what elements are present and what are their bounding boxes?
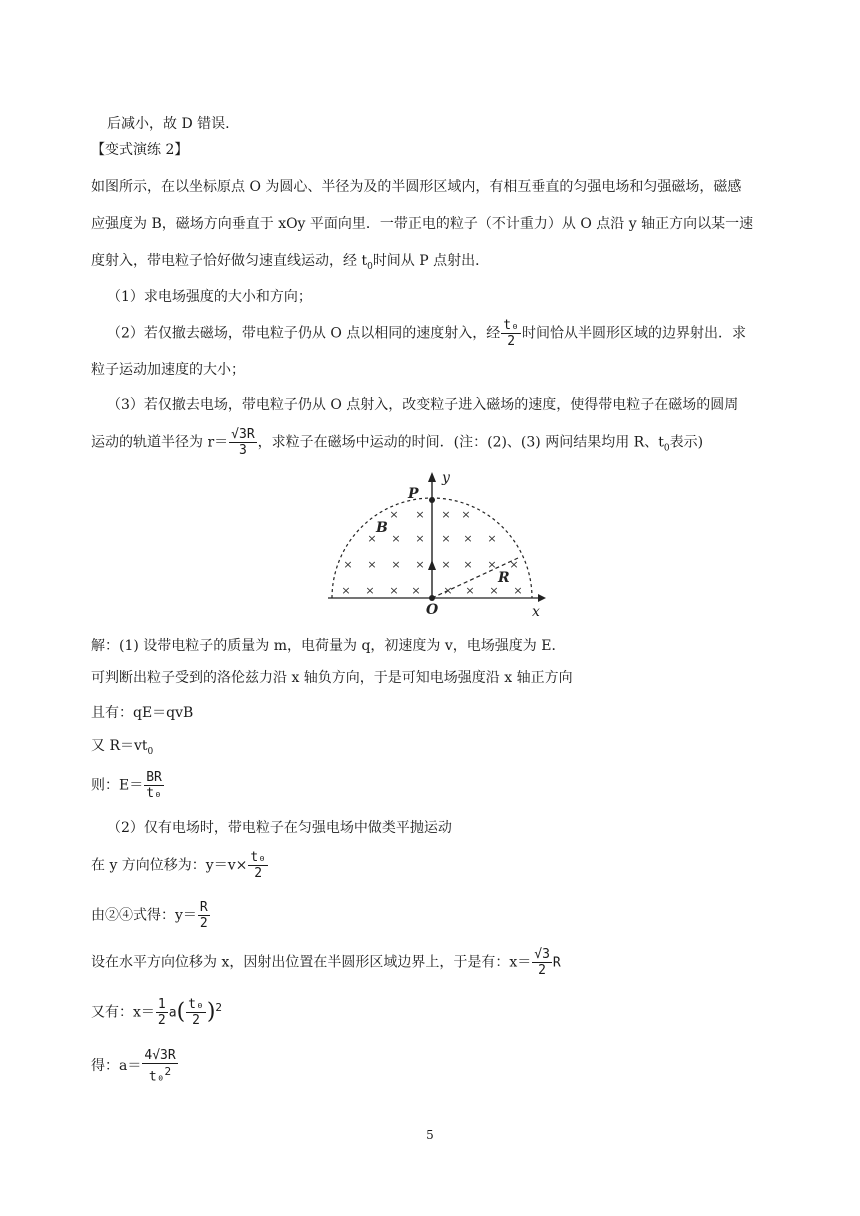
text-part: （2）若仅撤去磁场，带电粒子仍从 O 点以相同的速度射入，经 <box>107 325 501 342</box>
text-line <box>91 251 489 277</box>
semicircle-field-diagram <box>326 472 546 620</box>
denominator: 2 <box>192 1013 200 1028</box>
svg-text:×: × <box>343 558 353 571</box>
text-line: 如图所示，在以坐标原点 O 为圆心、半径为及的半圆形区域内，有相互垂直的匀强电场和匀强磁场，磁感 <box>91 179 742 195</box>
solution-line <box>91 770 165 801</box>
svg-text:×: × <box>443 584 453 597</box>
svg-text:×: × <box>487 558 497 571</box>
solution-line: 且有：qE＝qvB <box>91 705 194 721</box>
numerator: R <box>199 900 208 915</box>
denominator <box>142 1064 177 1084</box>
text-part: 得：a＝ <box>91 1058 142 1075</box>
text-part: ，求粒子在磁场中运动的时间．(注：(2)、(3) 两问结果均用 R、t <box>257 434 664 451</box>
subscript: 0 <box>367 261 373 272</box>
question-2 <box>107 318 746 349</box>
label-o: O <box>426 602 439 618</box>
denominator: 2 <box>507 334 516 349</box>
solution-line: 可判断出粒子受到的洛伦兹力沿 x 轴负方向，于是可知电场强度沿 x 轴正方向 <box>91 670 573 686</box>
denominator: 2 <box>254 866 263 881</box>
solution-line: （2）仅有电场时，带电粒子在匀强电场中做类平抛运动 <box>107 820 452 836</box>
fraction <box>501 318 521 349</box>
text-part: 时间从 P 点射出． <box>372 253 490 269</box>
svg-text:×: × <box>489 584 499 597</box>
solution-line: 解：(1) 设带电粒子的质量为 m，电荷量为 q，初速度为 v，电场强度为 E． <box>91 638 566 654</box>
label-x: x <box>532 604 540 620</box>
subscript: 0 <box>663 443 670 454</box>
denominator: 2 <box>157 1013 166 1028</box>
text-part: 度射入，带电粒子恰好做匀速直线运动，经 t <box>91 253 368 269</box>
numerator: √3R <box>231 427 255 442</box>
radicand: 3 <box>542 947 550 962</box>
svg-text:×: × <box>365 584 375 597</box>
question-3: （3）若仅撤去电场，带电粒子仍从 O 点射入，改变粒子进入磁场的速度，使得带电粒子在磁场的圆周 <box>107 397 739 413</box>
symbol: t₀ <box>148 1069 165 1085</box>
label-b: B <box>376 520 388 536</box>
text-part: 表示) <box>669 434 704 451</box>
symbol: R <box>167 1048 176 1063</box>
exponent: 2 <box>215 1000 223 1014</box>
svg-text:×: × <box>341 584 351 597</box>
text-part: 在 y 方向位移为：y＝v× <box>91 857 248 874</box>
numerator: t₀ <box>188 997 204 1012</box>
svg-text:×: × <box>513 584 523 597</box>
svg-text:×: × <box>391 532 401 545</box>
svg-text:×: × <box>465 584 475 597</box>
svg-text:×: × <box>463 532 473 545</box>
label-r: R <box>498 570 510 586</box>
svg-text:×: × <box>441 532 451 545</box>
fraction <box>186 997 206 1028</box>
radicand: 3 <box>160 1048 168 1063</box>
page-number: 5 <box>426 1128 434 1142</box>
subscript: 0 <box>147 746 154 757</box>
numerator: 1 <box>157 997 166 1012</box>
velocity-arrow-icon <box>428 560 436 570</box>
svg-text:×: × <box>415 558 425 571</box>
text-part: 又 R＝vt <box>91 738 148 754</box>
denominator: 3 <box>238 443 247 458</box>
svg-text:×: × <box>441 558 451 571</box>
text-part: 运动的轨道半径为 r＝ <box>91 434 229 451</box>
svg-text:×: × <box>415 532 425 545</box>
symbol: R <box>246 427 255 442</box>
solution-line <box>91 1048 179 1084</box>
text-part: 又有：x＝ <box>91 1004 155 1021</box>
solution-line <box>91 736 153 762</box>
text-part: 则：E＝ <box>91 777 144 794</box>
numerator: t₀ <box>503 318 519 333</box>
fraction <box>198 900 210 931</box>
solution-line <box>91 947 561 978</box>
y-axis-arrow-icon <box>428 472 436 482</box>
solution-line <box>91 900 211 931</box>
svg-text:×: × <box>411 584 421 597</box>
text-part: 时间恰从半圆形区域的边界射出．求 <box>521 325 746 342</box>
fraction <box>144 770 164 801</box>
denominator: t₀ <box>146 786 162 801</box>
text-part: 设在水平方向位移为 x，因射出位置在半圆形区域边界上，于是有：x＝ <box>91 954 532 971</box>
text-part: R <box>552 955 561 971</box>
svg-text:×: × <box>391 558 401 571</box>
text-line: 粒子运动加速度的大小； <box>91 362 245 378</box>
fraction <box>142 1048 177 1084</box>
denominator: 2 <box>538 963 546 978</box>
svg-text:×: × <box>487 532 497 545</box>
numerator: t₀ <box>250 850 267 865</box>
svg-text:×: × <box>367 558 377 571</box>
solution-line <box>91 997 222 1028</box>
svg-text:×: × <box>461 508 471 521</box>
svg-text:×: × <box>463 558 473 571</box>
fraction <box>532 947 552 978</box>
svg-text:×: × <box>509 558 519 571</box>
paren-open: ( <box>176 999 186 1025</box>
fraction <box>156 997 168 1028</box>
coefficient: 4 <box>144 1048 153 1063</box>
denominator: 2 <box>199 916 208 931</box>
text-line <box>91 427 703 458</box>
fraction <box>229 427 256 458</box>
text-part: 由②④式得：y＝ <box>91 907 197 924</box>
question-1: （1）求电场强度的大小和方向； <box>107 289 312 305</box>
numerator: BR <box>146 770 162 785</box>
text-line: 应强度为 B，磁场方向垂直于 xOy 平面向里．一带正电的粒子（不计重力）从 O 点沿 y 轴正方向以某一速 <box>91 216 754 232</box>
point-p <box>429 497 435 503</box>
section-heading: 【变式演练 2】 <box>91 142 189 158</box>
origin-point <box>429 595 435 601</box>
svg-text:×: × <box>441 508 451 521</box>
label-p: P <box>408 486 419 502</box>
svg-text:×: × <box>415 508 425 521</box>
x-axis-arrow-icon <box>538 594 546 602</box>
numerator: √3 <box>534 947 550 962</box>
label-y: y <box>442 472 450 486</box>
svg-text:×: × <box>367 532 377 545</box>
solution-line <box>91 850 269 881</box>
exponent: 2 <box>164 1065 172 1078</box>
paren-close: ) <box>206 999 216 1025</box>
svg-text:×: × <box>389 584 399 597</box>
text-line: 后减小，故 D 错误. <box>107 116 230 132</box>
radicand: 3 <box>238 427 247 442</box>
numerator: 4√3R <box>144 1048 176 1063</box>
text-part: a <box>168 1005 177 1021</box>
svg-text:×: × <box>389 508 399 521</box>
fraction <box>248 850 268 881</box>
